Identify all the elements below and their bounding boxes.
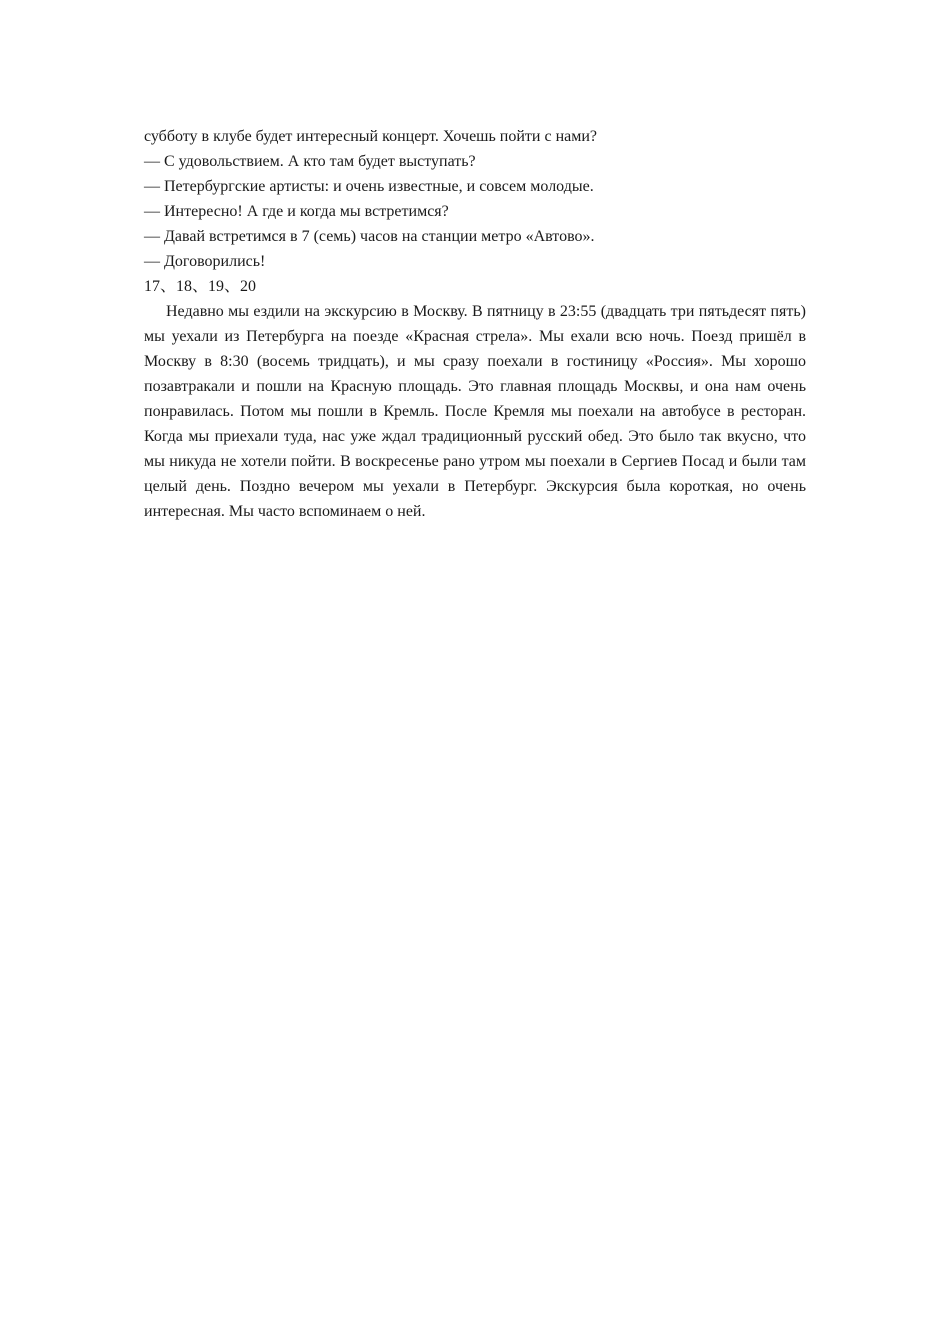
dialogue-line-4: — Давай встретимся в 7 (семь) часов на станции метро «Автово». [144, 228, 595, 245]
dialogue-line-1: — С удовольствием. А кто там будет выступать? [144, 153, 476, 170]
question-numbers: 17、18、19、20 [144, 278, 257, 295]
dialogue-line-2: — Петербургские артисты: и очень известные, и совсем молодые. [144, 178, 594, 195]
dialogue-line-3: — Интересно! А где и когда мы встретимся? [144, 203, 449, 220]
dialogue-line-5: — Договорились! [144, 253, 266, 270]
excursion-paragraph: Недавно мы ездили на экскурсию в Москву. В пятницу в 23:55 (двадцать три пятьдесят пять) мы уехали из Петербурга на поезде «Красная стрела». Мы ехали всю ночь. Поезд пришёл в Москву в 8:30 (восемь тридцать), и мы сразу поехали в гостиницу «Россия». Мы хорошо позавтракали и пошли на Красную площадь. Это главная площадь Москвы, и она нам очень понравилась. Потом мы пошли в Кремль. После Кремля мы поехали на автобусе в ресторан. Когда мы приехали туда, нас уже ждал традиционный русский обед. Это было так вкусно, что мы никуда не хотели пойти. В воскресенье рано утром мы поехали в Сергиев Посад и были там целый день. Поздно вечером мы уехали в Петербург. Экскурсия была короткая, но очень интересная. Мы часто вспоминаем о ней. [144, 303, 806, 520]
dialogue-line-continuation: субботу в клубе будет интересный концерт. Хочешь пойти с нами? [144, 128, 598, 145]
document-body [144, 124, 806, 524]
